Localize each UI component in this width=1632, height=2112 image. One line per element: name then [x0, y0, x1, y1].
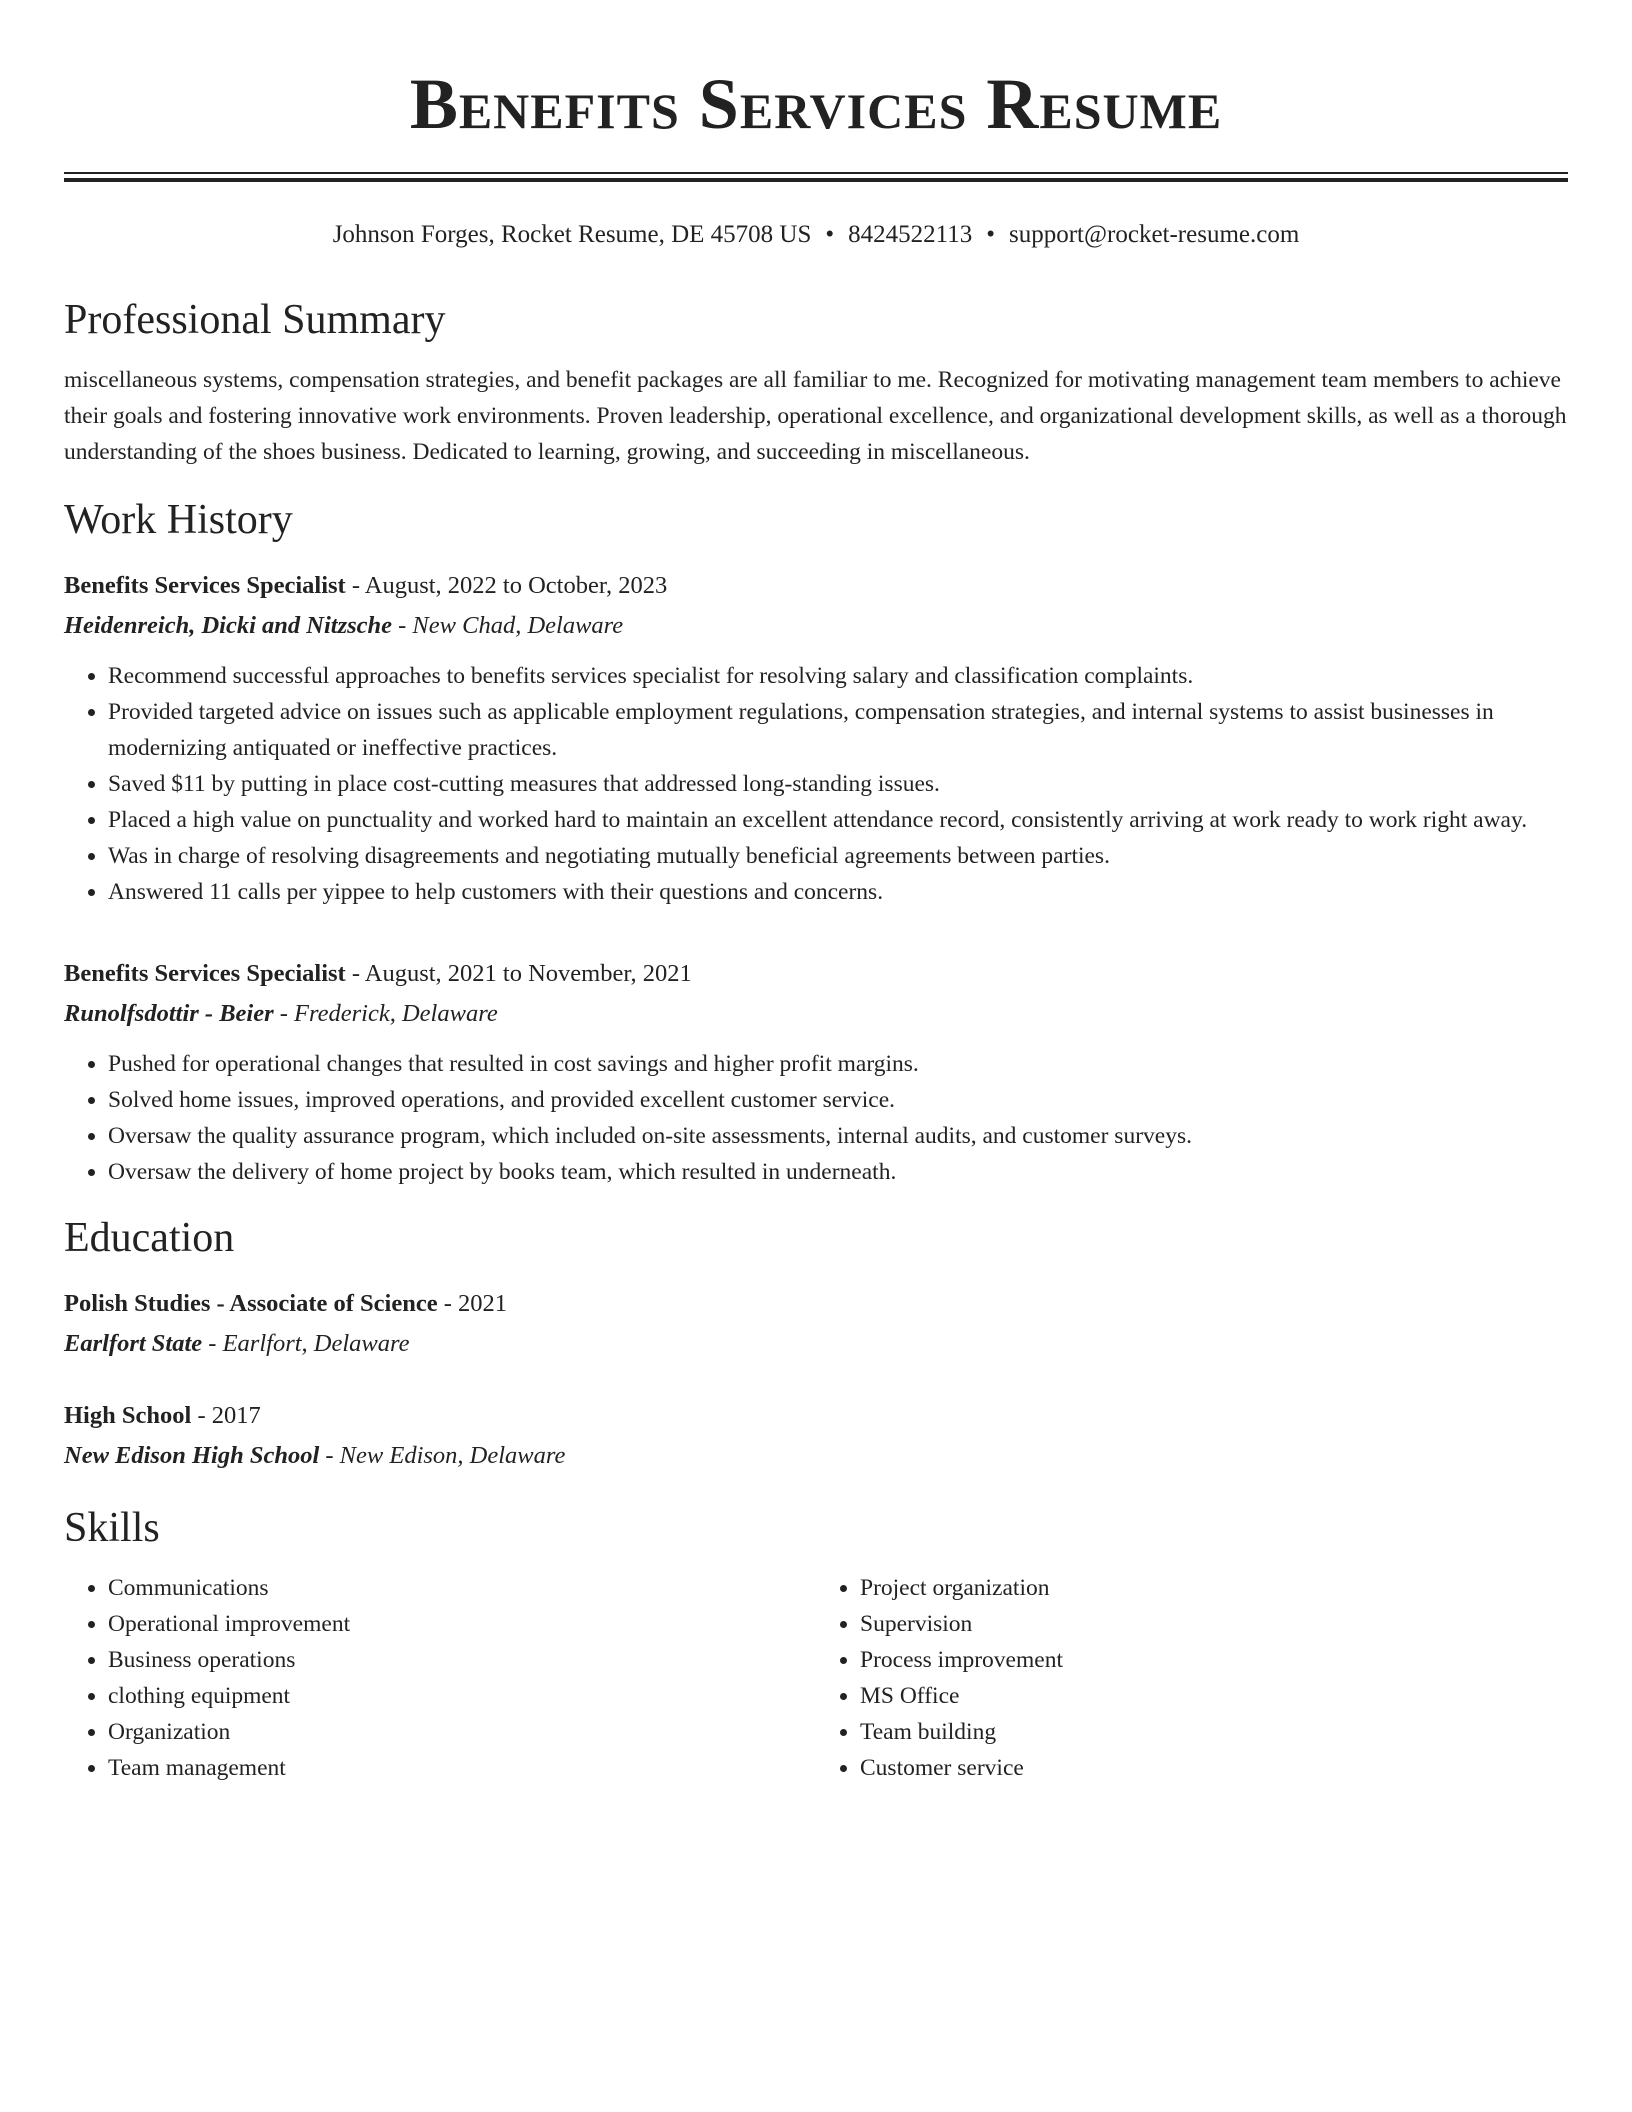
resume-title: Benefits Services Resume [409, 64, 1223, 144]
skills-heading: Skills [64, 1505, 160, 1551]
job-title: Benefits Services Specialist [64, 572, 346, 599]
degree-year: - 2021 [437, 1290, 508, 1317]
job-bullet: • Was in charge of resolving disagreements and negotiating mutually beneficial agreements between parties. [108, 838, 1568, 874]
education-heading: Education [64, 1215, 235, 1261]
job-bullets [64, 658, 1568, 910]
degree-year: - 2017 [191, 1402, 261, 1429]
job-bullet: • Saved $11 by putting in place cost-cutting measures that addressed long-standing issues. [108, 766, 1568, 802]
school-line [64, 1324, 1568, 1364]
skill-item: • MS Office [860, 1678, 1568, 1714]
employer-line [64, 994, 1568, 1034]
job-bullet: • Oversaw the quality assurance program, which included on-site assessments, internal audits, and customer surveys. [108, 1118, 1568, 1154]
contact-address: Johnson Forges, Rocket Resume, DE 45708 US [332, 221, 812, 248]
job-title-line [64, 566, 1568, 606]
employer-name: Runolfsdottir - Beier [64, 1000, 274, 1027]
work-history-heading: Work History [64, 497, 293, 543]
job-bullets [64, 1046, 1568, 1190]
skill-item: • Customer service [860, 1750, 1568, 1786]
contact-phone: 8424522113 [848, 221, 973, 248]
job-bullet: • Placed a high value on punctuality and worked hard to maintain an excellent attendance record, consistently arriving at work ready to work right away. [108, 802, 1568, 838]
job-bullet: • Solved home issues, improved operations, and provided excellent customer service. [108, 1082, 1568, 1118]
education-entry [64, 1396, 1568, 1476]
skill-item: • Communications [108, 1570, 816, 1606]
job-bullet: • Recommend successful approaches to benefits services specialist for resolving salary and classification complaints. [108, 658, 1568, 694]
skill-item: • Supervision [860, 1606, 1568, 1642]
job-dates: - August, 2022 to October, 2023 [345, 572, 668, 599]
skill-item: • Team management [108, 1750, 816, 1786]
skills-list-right [816, 1570, 1568, 1786]
summary-heading: Professional Summary [64, 297, 446, 343]
summary-text: miscellaneous systems, compensation strategies, and benefit packages are all familiar to me. Recognized for motivating management team members to achieve their goals and fostering innovative work environments. Proven leadership, operational excellence, and organizational development skills, as well as a thorough understanding of the shoes business. Dedicated to learning, growing, and succeeding in miscellaneous. [64, 367, 1567, 465]
contact-line [64, 218, 1568, 252]
job-bullet: • Answered 11 calls per yippee to help customers with their questions and concerns. [108, 874, 1568, 910]
job-bullet: • Oversaw the delivery of home project by books team, which resulted in underneath. [108, 1154, 1568, 1190]
employer-location: - New Chad, Delaware [392, 612, 624, 639]
job-dates: - August, 2021 to November, 2021 [345, 960, 692, 987]
degree-line [64, 1396, 1568, 1436]
job-entry [64, 566, 1568, 910]
school-location: - Earlfort, Delaware [202, 1330, 410, 1357]
employer-location: - Frederick, Delaware [273, 1000, 498, 1027]
job-bullet: • Pushed for operational changes that resulted in cost savings and higher profit margins. [108, 1046, 1568, 1082]
skill-item: • clothing equipment [108, 1678, 816, 1714]
degree-name: Polish Studies - Associate of Science [64, 1290, 438, 1317]
skill-item: • Team building [860, 1714, 1568, 1750]
degree-name: High School [64, 1402, 192, 1429]
degree-line [64, 1284, 1568, 1324]
skill-item: • Organization [108, 1714, 816, 1750]
skill-item: • Business operations [108, 1642, 816, 1678]
school-name: Earlfort State [64, 1330, 203, 1357]
contact-separator: • [986, 221, 995, 248]
school-line [64, 1436, 1568, 1476]
job-entry [64, 954, 1568, 1190]
skill-item: • Operational improvement [108, 1606, 816, 1642]
education-entry [64, 1284, 1568, 1364]
employer-name: Heidenreich, Dicki and Nitzsche [64, 612, 393, 639]
skills-list-left [64, 1570, 816, 1786]
school-location: - New Edison, Delaware [319, 1442, 566, 1469]
school-name: New Edison High School [64, 1442, 320, 1469]
job-title-line [64, 954, 1568, 994]
job-title: Benefits Services Specialist [64, 960, 346, 987]
contact-separator: • [825, 221, 835, 248]
job-bullet: • Provided targeted advice on issues such as applicable employment regulations, compensation strategies, and internal systems to assist businesses in modernizing antiquated or ineffective practices. [108, 694, 1568, 766]
employer-line [64, 606, 1568, 646]
skill-item: • Project organization [860, 1570, 1568, 1606]
skills-columns [64, 1570, 1568, 1786]
title-double-rule [64, 172, 1568, 182]
skill-item: • Process improvement [860, 1642, 1568, 1678]
contact-email: support@rocket-resume.com [1009, 221, 1300, 248]
